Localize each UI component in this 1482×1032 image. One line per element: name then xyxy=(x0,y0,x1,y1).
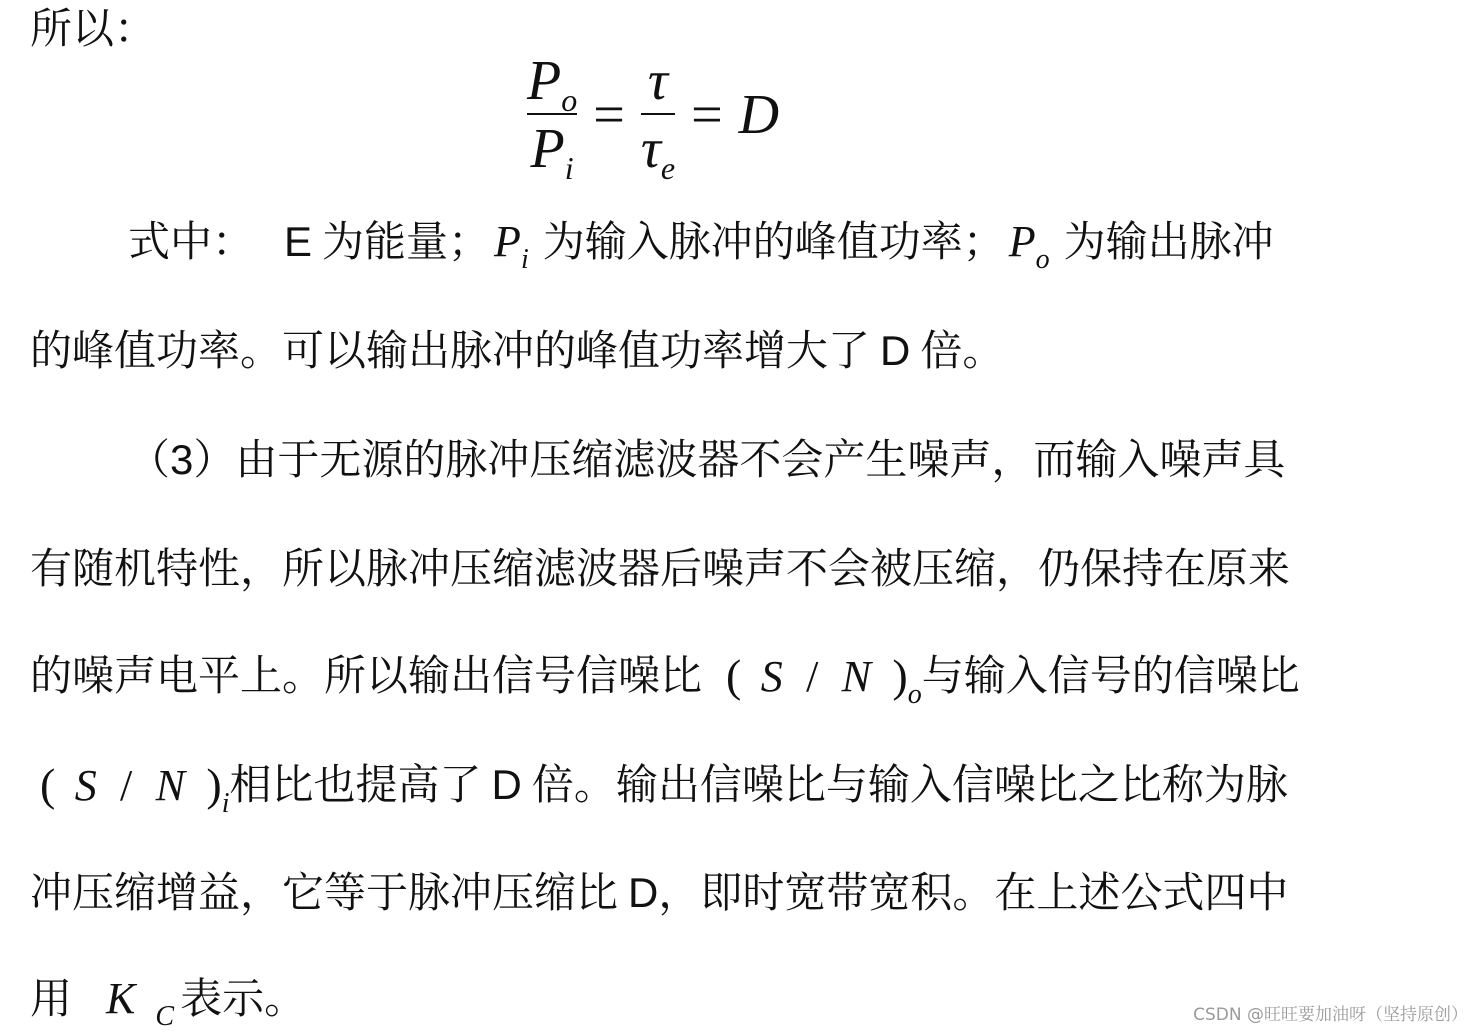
tau-e-base: τ xyxy=(640,118,661,180)
pi-base: P xyxy=(494,217,521,266)
para3-line-6-text-a: 用 xyxy=(30,974,73,1023)
fraction-tau-ratio xyxy=(640,50,676,186)
sn-input-expression xyxy=(40,759,230,819)
para3-line-6-text-b: 表示。 xyxy=(180,974,307,1023)
definition-line-1 xyxy=(128,217,1274,275)
k-sub: C xyxy=(155,1001,175,1032)
para3-line-1 xyxy=(128,435,1285,485)
numerator-po xyxy=(527,50,578,118)
para3-line-4-text-a: 相比也提高了 xyxy=(229,760,482,809)
definition-prefix: 式中： xyxy=(128,217,255,266)
pi-sub: i xyxy=(564,150,574,186)
para3-line-3-text-a: 的噪声电平上。所以输出信号信噪比 xyxy=(30,651,703,700)
definition-line-2 xyxy=(30,326,1004,376)
para3-line-5-text-b: ，即时宽带宽积。在上述公式四中 xyxy=(658,868,1289,917)
po-sub: o xyxy=(1035,244,1050,275)
para3-line-3-text-b: 与输入信号的信噪比 xyxy=(921,651,1300,700)
sn-open-paren: ( xyxy=(726,650,742,701)
sn-s: S xyxy=(760,652,783,701)
po-base: P xyxy=(1008,217,1036,266)
csdn-watermark: CSDN @旺旺要加油呀（坚持原创） xyxy=(1193,1005,1468,1025)
numerator-tau xyxy=(647,50,668,112)
intro-text xyxy=(30,4,156,54)
intro-label: 所以： xyxy=(30,4,157,53)
sn-output-sub: o xyxy=(907,679,922,710)
para3-line-2 xyxy=(30,544,1290,594)
po-description: 为输出脉冲 xyxy=(1063,217,1274,266)
para3-line-5 xyxy=(30,868,1288,918)
po-base: P xyxy=(527,50,562,112)
d-letter: D xyxy=(491,761,522,808)
para3-number: 3 xyxy=(170,436,194,483)
sn-input-sub: i xyxy=(221,788,230,819)
formula-block xyxy=(527,40,779,190)
po-sub: o xyxy=(561,82,578,118)
denominator-pi xyxy=(530,118,574,186)
sn-open-paren: ( xyxy=(40,759,56,810)
tau: τ xyxy=(647,50,668,112)
sn-n: N xyxy=(155,761,185,810)
fraction-bar xyxy=(641,113,675,115)
pi-symbol xyxy=(494,217,529,275)
denominator-tau-e xyxy=(640,118,676,186)
pi-base: P xyxy=(530,118,565,180)
sn-close-paren: ) xyxy=(892,650,908,701)
para3-open-paren: （ xyxy=(128,435,171,484)
sn-output-expression xyxy=(726,650,922,710)
para3-line-4 xyxy=(40,759,1288,819)
para3-line-2-text: 有随机特性，所以脉冲压缩滤波器后噪声不会被压缩，仍保持在原来 xyxy=(30,544,1291,593)
equals-sign: = xyxy=(593,84,625,146)
sn-slash: / xyxy=(806,652,819,701)
para3-line-4-text-b: 倍。输出信噪比与输入信噪比之比称为脉 xyxy=(531,760,1288,809)
definition-line-2-end: 倍。 xyxy=(920,326,1005,375)
definition-line-2-text: 的峰值功率。可以输出脉冲的峰值功率增大了 xyxy=(30,326,871,375)
sn-s: S xyxy=(74,761,97,810)
e-description: 为能量； xyxy=(322,217,491,266)
po-symbol xyxy=(1008,217,1050,275)
d-letter: D xyxy=(628,869,659,916)
equals-sign: = xyxy=(691,84,723,146)
para3-line-6 xyxy=(30,974,307,1032)
sn-n: N xyxy=(841,652,872,701)
fraction-power-ratio xyxy=(527,50,578,186)
d-letter: D xyxy=(880,327,911,374)
e-letter: E xyxy=(284,218,313,265)
sn-slash: / xyxy=(120,761,133,810)
sn-close-paren: ) xyxy=(206,759,222,810)
para3-line-5-text-a: 冲压缩增益，它等于脉冲压缩比 xyxy=(30,868,619,917)
para3-line-3 xyxy=(30,650,1300,710)
kc-symbol xyxy=(106,974,175,1032)
formula-rhs-d: D xyxy=(738,84,780,146)
tau-e-sub: e xyxy=(660,150,676,186)
pi-sub: i xyxy=(520,244,529,275)
pi-description: 为输入脉冲的峰值功率； xyxy=(542,217,1005,266)
k-base: K xyxy=(106,974,136,1023)
para3-line-1-text: ）由于无源的脉冲压缩滤波器不会产生噪声，而输入噪声具 xyxy=(193,435,1286,484)
